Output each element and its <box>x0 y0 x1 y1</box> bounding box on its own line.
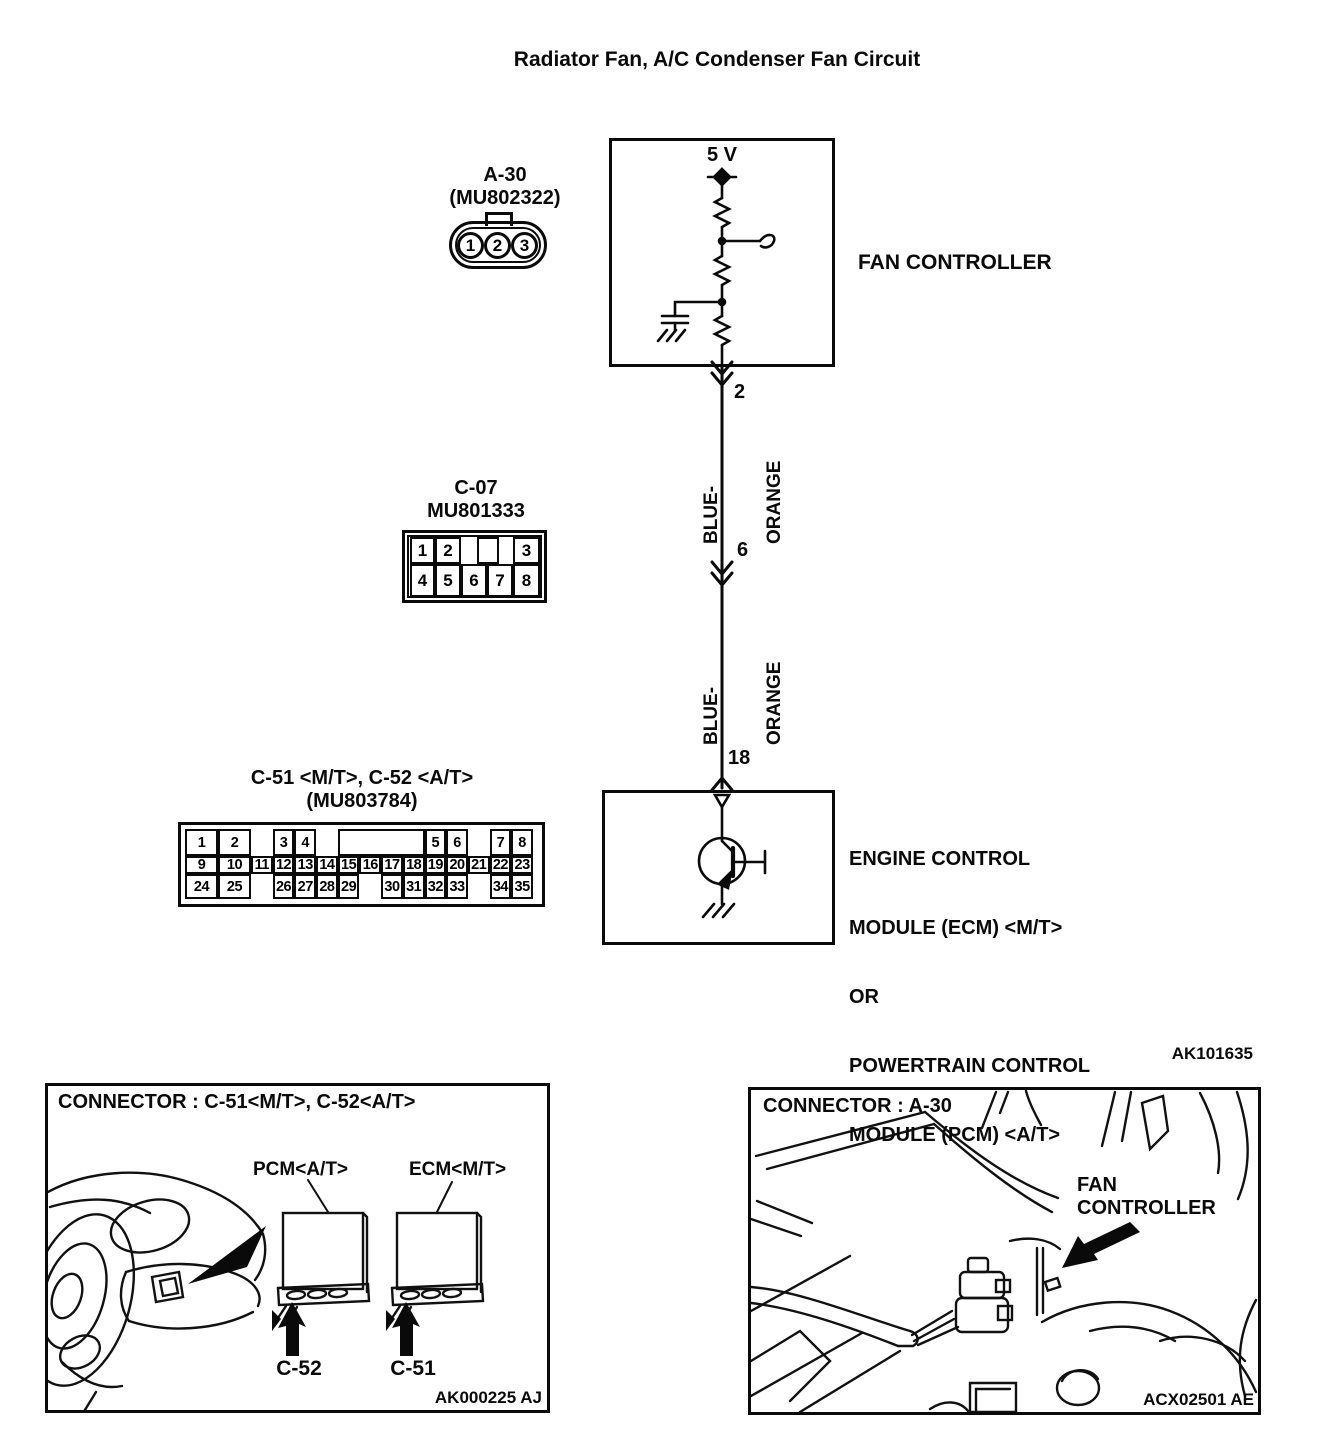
c51-pin: 14 <box>316 856 338 874</box>
pcm-label: PCM<A/T> <box>253 1159 349 1180</box>
c51-pin: 34 <box>490 874 512 899</box>
ecm-box <box>602 790 835 945</box>
wire-color-label-lower <box>659 625 785 745</box>
schematic-figure-code: AK101635 <box>1171 1044 1253 1063</box>
c51-pin: 27 <box>294 874 316 899</box>
a30-part-number: (MU802322) <box>449 187 561 209</box>
c51-pin: 3 <box>273 829 295 856</box>
left-panel-header: CONNECTOR : C-51<M/T>, C-52<A/T> <box>58 1091 416 1113</box>
fan-pin-number: 2 <box>734 381 746 403</box>
c07-pin-5: 5 <box>435 564 461 597</box>
fan-controller-caption-line2: CONTROLLER <box>1077 1197 1216 1219</box>
c51-pin: 28 <box>316 874 338 899</box>
c51-pin: 24 <box>185 874 218 899</box>
c07-pin-8: 8 <box>513 564 540 597</box>
wire-color-label-upper <box>659 424 785 544</box>
c51-pin: 23 <box>511 856 533 874</box>
c51-pin: 2 <box>218 829 251 856</box>
c07-pin-3: 3 <box>513 537 540 564</box>
c51-pin: 29 <box>338 874 360 899</box>
c51-pin: 17 <box>381 856 403 874</box>
c51-pin-grid <box>185 829 533 899</box>
left-panel-figure-code: AK000225 AJ <box>434 1387 542 1407</box>
c07-name: C-07 <box>454 477 498 499</box>
c52-caption: C-52 <box>276 1357 322 1380</box>
c51-pin: 31 <box>403 874 425 899</box>
c51-pin: 35 <box>511 874 533 899</box>
c07-blank-cavity <box>477 537 499 564</box>
c51-pin: 7 <box>490 829 512 856</box>
c07-pin-1: 1 <box>410 537 435 564</box>
c51-title: C-51 <M/T>, C-52 <A/T> <box>250 767 474 789</box>
page-title: Radiator Fan, A/C Condenser Fan Circuit <box>513 48 921 71</box>
ecm-pin-number: 18 <box>728 747 751 769</box>
wire-color-line2: ORANGE <box>764 460 785 544</box>
right-panel-figure-code: ACX02501 AE <box>1143 1389 1254 1409</box>
wire-color-line1: BLUE- <box>701 686 722 745</box>
connector-location-panel-c51-c52 <box>45 1083 550 1413</box>
c51-pin: 30 <box>381 874 403 899</box>
c51-pin: 6 <box>446 829 468 856</box>
right-panel-header: CONNECTOR : A-30 <box>763 1095 952 1117</box>
c51-pin: 11 <box>251 856 273 874</box>
wire-color-line1: BLUE- <box>701 485 722 544</box>
a30-pin-1: 1 <box>457 232 484 259</box>
c51-pin: 21 <box>468 856 490 874</box>
ecm-label-line: MODULE (PCM) <A/T> <box>849 1124 1061 1146</box>
c51-pin: 10 <box>218 856 251 874</box>
c51-pin: 13 <box>294 856 316 874</box>
c51-pin: 15 <box>338 856 360 874</box>
a30-name: A-30 <box>483 164 527 186</box>
c51-pin: 20 <box>446 856 468 874</box>
c51-pin: 33 <box>446 874 468 899</box>
ecm-label-line: OR <box>849 986 879 1008</box>
ecm-label-line: POWERTRAIN CONTROL <box>849 1055 1091 1077</box>
c51-pin: 12 <box>273 856 295 874</box>
c51-pin: 1 <box>185 829 218 856</box>
c51-pin: 9 <box>185 856 218 874</box>
c51-caption: C-51 <box>390 1357 436 1380</box>
c51-pin: 26 <box>273 874 295 899</box>
wire-color-line2: ORANGE <box>764 661 785 745</box>
c51-pin: 18 <box>403 856 425 874</box>
a30-pin-2: 2 <box>484 232 511 259</box>
c51-pin: 19 <box>425 856 447 874</box>
c07-pin-7: 7 <box>487 564 513 597</box>
c07-pin-2: 2 <box>435 537 461 564</box>
c51-pin: 5 <box>425 829 447 856</box>
c51-pin: 4 <box>294 829 316 856</box>
supply-voltage-label: 5 V <box>706 144 738 166</box>
ecm-label-line: MODULE (ECM) <M/T> <box>849 917 1063 939</box>
c07-pin-4: 4 <box>410 564 435 597</box>
c51-pin: 8 <box>511 829 533 856</box>
ecm-label-line: ENGINE CONTROL <box>849 848 1031 870</box>
c51-pin: 32 <box>425 874 447 899</box>
c51-pin: 22 <box>490 856 512 874</box>
c51-part-number: (MU803784) <box>306 790 418 812</box>
c07-junction-pin-number: 6 <box>737 539 749 561</box>
c51-blank-cavity <box>338 829 425 856</box>
fan-controller-label: FAN CONTROLLER <box>858 251 1052 274</box>
connector-location-panel-a30 <box>748 1087 1261 1415</box>
c07-pin-6: 6 <box>461 564 487 597</box>
ecm-label: ECM<M/T> <box>409 1159 507 1180</box>
a30-pin-3: 3 <box>511 232 538 259</box>
fan-controller-box <box>609 138 835 367</box>
fan-controller-caption-line1: FAN <box>1077 1174 1117 1196</box>
c51-pin: 16 <box>359 856 381 874</box>
c07-part-number: MU801333 <box>427 500 525 522</box>
c51-pin: 25 <box>218 874 251 899</box>
